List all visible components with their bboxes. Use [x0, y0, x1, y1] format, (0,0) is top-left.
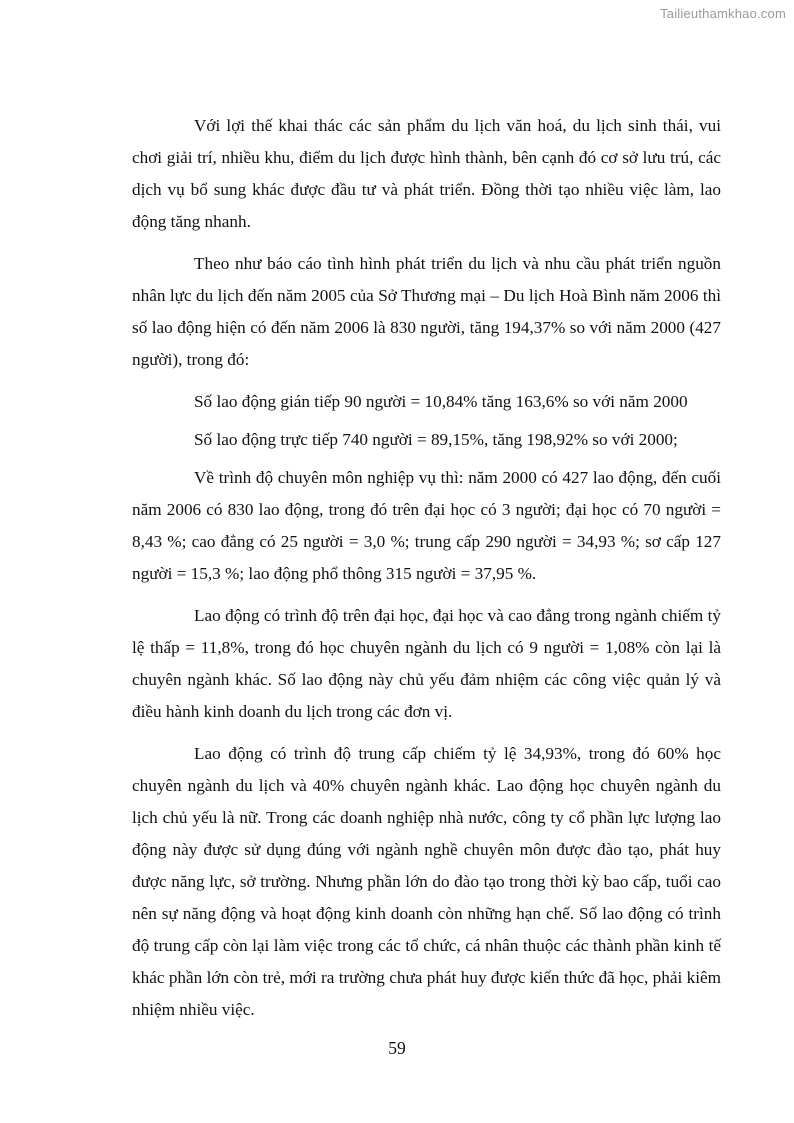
- page-number: 59: [388, 1038, 406, 1058]
- watermark-text: Tailieuthamkhao.com: [660, 6, 786, 21]
- paragraph: Theo như báo cáo tình hình phát triển du lịch và nhu cầu phát triển nguồn nhân lực du lịch đến năm 2005 của Sở Thương mại – Du lịch Hoà Bình năm 2006 thì số lao động hiện có đến năm 2006 là 830 người, tăng 194,37% so với năm 2000 (427 người), trong đó:: [132, 254, 721, 369]
- paragraph: Về trình độ chuyên môn nghiệp vụ thì: năm 2000 có 427 lao động, đến cuối năm 2006 có 830 lao động, trong đó trên đại học có 3 người; đại học có 70 người = 8,43 %; cao đẳng có 25 người = 3,0 %; trung cấp 290 người = 34,93 %; sơ cấp 127 người = 15,3 %; lao động phổ thông 315 người = 37,95 %.: [132, 468, 721, 583]
- document-body: [132, 110, 721, 1026]
- paragraph: Lao động có trình độ trung cấp chiếm tỷ lệ 34,93%, trong đó 60% học chuyên ngành du lịch và 40% chuyên ngành khác. Lao động học chuyên ngành du lịch chủ yếu là nữ. Trong các doanh nghiệp nhà nước, công ty cổ phần lực lượng lao động này được sử dụng đúng với ngành nghề chuyên môn được đào tạo, phát huy được năng lực, sở trường. Nhưng phần lớn do đào tạo trong thời kỳ bao cấp, tuổi cao nên sự năng động và hoạt động kinh doanh còn những hạn chế. Số lao động có trình độ trung cấp còn lại làm việc trong các tổ chức, cá nhân thuộc các thành phần kinh tế khác phần lớn còn trẻ, mới ra trường chưa phát huy được kiến thức đã học, phải kiêm nhiệm nhiều việc.: [132, 744, 721, 1019]
- list-item: Số lao động trực tiếp 740 người = 89,15%, tăng 198,92% so với 2000;: [194, 430, 678, 449]
- paragraph: Lao động có trình độ trên đại học, đại học và cao đẳng trong ngành chiếm tỷ lệ thấp = 11,8%, trong đó học chuyên ngành du lịch có 9 người = 1,08% còn lại là chuyên ngành khác. Số lao động này chủ yếu đảm nhiệm các công việc quản lý và điều hành kinh doanh du lịch trong các đơn vị.: [132, 606, 721, 721]
- paragraph: Với lợi thế khai thác các sản phẩm du lịch văn hoá, du lịch sinh thái, vui chơi giải trí, nhiều khu, điểm du lịch được hình thành, bên cạnh đó cơ sở lưu trú, các dịch vụ bổ sung khác được đầu tư và phát triển. Đồng thời tạo nhiều việc làm, lao động tăng nhanh.: [132, 116, 721, 231]
- list-item: Số lao động gián tiếp 90 người = 10,84% tăng 163,6% so với năm 2000: [194, 392, 688, 411]
